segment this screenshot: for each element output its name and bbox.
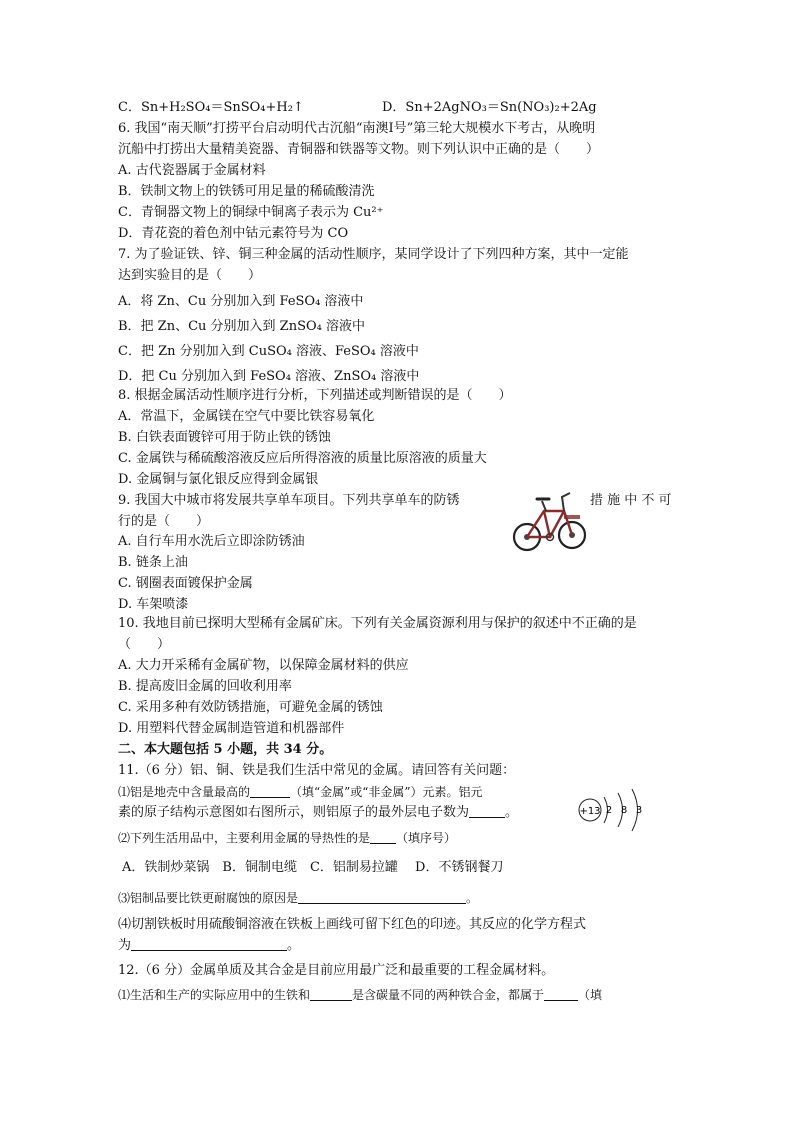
q11-answer-blank-3[interactable]	[370, 831, 396, 844]
q9-option-d: D. 车架喷漆	[118, 597, 189, 612]
q5-option-c: C．Sn+H₂SO₄＝SnSO₄+H₂↑	[118, 100, 304, 115]
q11-part3-text-b: 。	[466, 891, 479, 905]
q9-option-b: B. 链条上油	[118, 555, 188, 570]
q6-stem-line2: 沉船中打捞出大量精美瓷器、青铜器和铁器等文物。则下列认识中正确的是（ ）	[118, 142, 600, 157]
q12-part1-text-a: ⑴生活和生产的实际应用中的生铁和	[118, 988, 311, 1002]
atom-shell-2: 8	[620, 805, 628, 816]
q9-option-a: A. 自行车用水洗后立即涂防锈油	[118, 534, 305, 549]
q6-option-c: C．青铜器文物上的铜绿中铜离子表示为 Cu²⁺	[118, 205, 384, 220]
q11-part1-line2	[118, 804, 518, 822]
q8-option-d: D. 金属铜与氯化银反应得到金属银	[118, 472, 319, 487]
q11-part1-text-c: 素的原子结构示意图如右图所示，则铝原子的最外层电子数为	[118, 805, 470, 820]
q6-option-b: B．铁制文物上的铁锈可用足量的稀硫酸清洗	[118, 184, 375, 199]
q11-part1-line1	[118, 783, 483, 801]
q9-option-c: C. 钢圈表面镀保护金属	[118, 576, 253, 591]
q10-option-b: B. 提高废旧金属的回收利用率	[118, 679, 292, 694]
section-heading: 二、本大题包括 5 小题，共 34 分。	[118, 742, 333, 757]
q12-answer-blank-1[interactable]	[310, 988, 352, 1001]
q11-part4-line1: ⑷切割铁板时用硫酸铜溶液在铁板上画线可留下红色的印迹。其反应的化学方程式	[118, 917, 587, 932]
q8-option-c: C. 金属铁与稀硫酸溶液反应后所得溶液的质量比原溶液的质量大	[118, 451, 487, 466]
q12-part1-text-b: 是含碳量不同的两种铁合金，都属于	[352, 988, 545, 1002]
q11-part2	[118, 829, 456, 847]
q11-answer-blank-5[interactable]	[131, 938, 287, 951]
q11-answer-blank-2[interactable]	[469, 805, 505, 818]
q11-part4-line2	[118, 937, 300, 955]
q8-stem: 8. 根据金属活动性顺序进行分析，下列描述或判断错误的是（ ）	[118, 388, 512, 403]
q11-part1-text-a: ⑴铝是地壳中含量最高的	[118, 785, 251, 799]
q7-option-c: C．把 Zn 分别加入到 CuSO₄ 溶液、FeSO₄ 溶液中	[118, 344, 419, 359]
q11-part2-text-a: ⑵下列生活用品中，主要利用金属的导热性的是	[118, 831, 371, 845]
q11-stem: 11.（6 分）铝、铜、铁是我们生活中常见的金属。请回答有关问题：	[118, 763, 516, 778]
q8-option-b: B. 白铁表面镀锌可用于防止铁的锈蚀	[118, 430, 331, 445]
atom-shell-3: 3	[635, 805, 643, 816]
q12-answer-blank-2[interactable]	[544, 988, 578, 1001]
q11-answer-blank-4[interactable]	[298, 891, 466, 904]
q10-option-d: D. 用塑料代替金属制造管道和机器部件	[118, 721, 345, 736]
aluminum-atom-diagram	[576, 788, 652, 832]
q6-option-a: A. 古代瓷器属于金属材料	[118, 163, 266, 178]
q10-stem-line1: 10. 我地目前已探明大型稀有金属矿床。下列有关金属资源利用与保护的叙述中不正确的是	[118, 616, 637, 631]
q6-option-d: D．青花瓷的着色剂中钴元素符号为 CO	[118, 226, 349, 241]
q8-option-a: A．常温下，金属镁在空气中要比铁容易氧化	[118, 409, 375, 424]
q11-answer-blank-1[interactable]	[250, 785, 290, 798]
q7-stem-line2: 达到实验目的是（ ）	[118, 268, 262, 283]
q9-stem-line1a: 9. 我国大中城市将发展共享单车项目。下列共享单车的防锈	[118, 493, 460, 508]
q12-part1-text-c: （填	[578, 988, 603, 1002]
atom-shell-1: 2	[605, 805, 613, 816]
q11-part3-text-a: ⑶铝制品要比铁更耐腐蚀的原因是	[118, 891, 299, 905]
q11-part1-text-b: （填“金属”或“非金属”）元素。铝元	[290, 785, 483, 799]
q9-stem-line1b: 措 施 中 不 可	[590, 493, 672, 508]
q11-part4-text-c: 。	[287, 938, 301, 953]
q6-stem-line1: 6. 我国“南天顺”打捞平台启动明代古沉船“南澳Ⅰ号”第三轮大规模水下考古，从晚明	[118, 121, 596, 136]
q11-part2-text-b: （填序号）	[396, 831, 457, 845]
q11-part3	[118, 889, 478, 907]
q9-stem-line2: 行的是（ ）	[118, 514, 210, 529]
q11-part4-text-b: 为	[118, 938, 132, 953]
q10-option-a: A. 大力开采稀有金属矿物，以保障金属材料的供应	[118, 658, 409, 673]
q10-option-c: C. 采用多种有效防锈措施，可避免金属的锈蚀	[118, 700, 383, 715]
q7-option-d: D．把 Cu 分别加入到 FeSO₄ 溶液、ZnSO₄ 溶液中	[118, 369, 420, 384]
q5-option-d: D．Sn+2AgNO₃＝Sn(NO₃)₂+2Ag	[382, 100, 597, 115]
q11-part2-options: A．铁制炒菜锅 B．铜制电缆 C．铝制易拉罐 D．不锈钢餐刀	[122, 860, 504, 875]
q7-stem-line1: 7. 为了验证铁、锌、铜三种金属的活动性顺序，某同学设计了下列四种方案，其中一定能	[118, 247, 629, 262]
bicycle-illustration	[512, 487, 588, 555]
atom-nucleus-label: +13	[579, 806, 601, 817]
q10-stem-line2: （ ）	[118, 637, 171, 652]
q7-option-b: B．把 Zn、Cu 分别加入到 ZnSO₄ 溶液中	[118, 319, 365, 334]
q7-option-a: A．将 Zn、Cu 分别加入到 FeSO₄ 溶液中	[118, 294, 364, 309]
q11-part1-text-d: 。	[505, 805, 519, 820]
q12-part1	[118, 986, 602, 1004]
q12-stem: 12.（6 分）金属单质及其合金是目前应用最广泛和最重要的工程金属材料。	[118, 963, 555, 978]
